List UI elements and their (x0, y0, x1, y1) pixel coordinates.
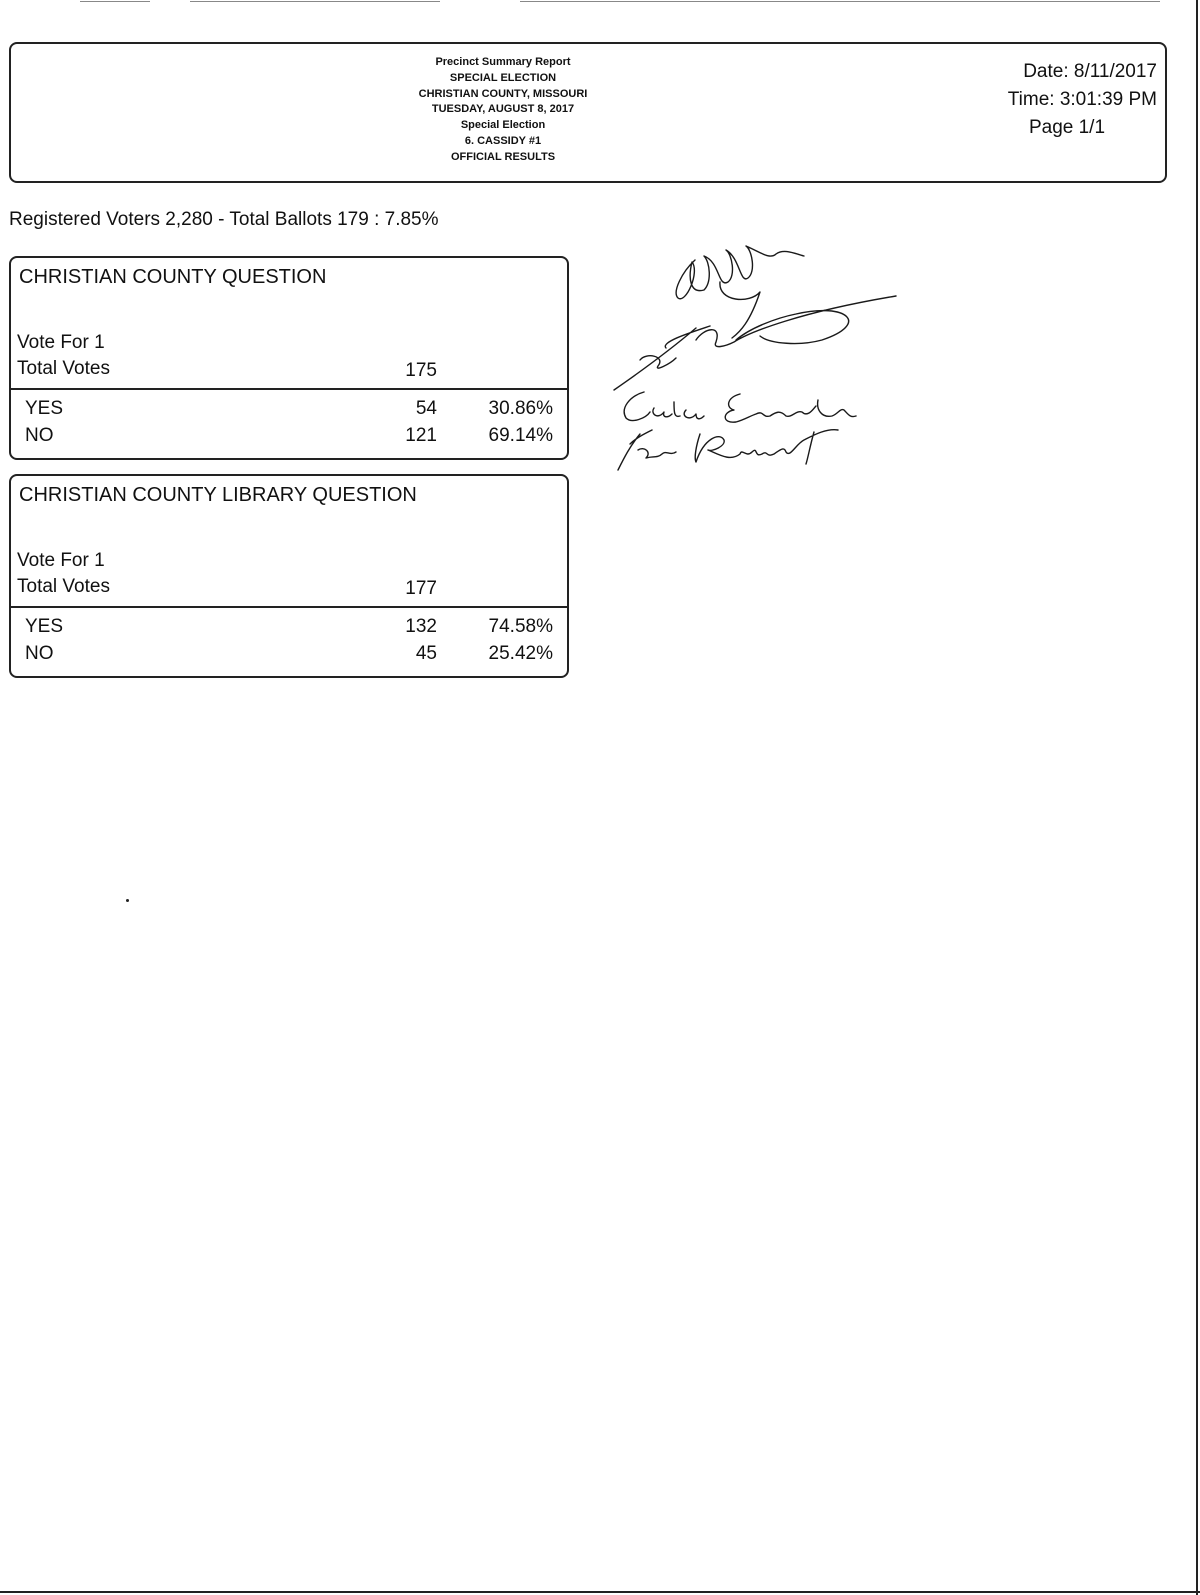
scan-top-edge (0, 0, 1200, 4)
election-type: Special Election (460, 119, 546, 132)
contest-box-county-question (9, 256, 569, 460)
choice-name: YES (25, 616, 64, 637)
report-date: Date: 8/11/2017 (1023, 61, 1157, 82)
choice-votes: 132 (405, 616, 437, 637)
choice-row (11, 643, 567, 670)
choice-name: NO (25, 643, 54, 664)
total-votes-label: Total Votes (17, 576, 110, 597)
scan-speck (126, 899, 129, 902)
header-meta (937, 58, 1157, 142)
choice-votes: 121 (405, 425, 437, 446)
turnout-summary: Registered Voters 2,280 - Total Ballots 179 : 7.85% (9, 209, 439, 230)
choice-percent: 30.86% (488, 398, 553, 419)
header-title-block (393, 55, 613, 166)
report-title: Precinct Summary Report (435, 56, 571, 68)
contest-title: CHRISTIAN COUNTY LIBRARY QUESTION (19, 484, 417, 506)
choice-name: YES (25, 398, 64, 419)
vote-for-label: Vote For 1 (17, 550, 105, 571)
signature-block (600, 232, 910, 492)
scan-right-edge (1196, 0, 1198, 1595)
report-header (9, 42, 1167, 183)
divider (11, 606, 567, 608)
signature-3 (624, 392, 856, 422)
choice-votes: 45 (415, 643, 437, 664)
signature-1 (676, 246, 804, 338)
page-number: Page 1/1 (1028, 117, 1106, 138)
divider (11, 388, 567, 390)
total-votes-value: 177 (405, 578, 437, 599)
choice-percent: 69.14% (488, 425, 553, 446)
choice-percent: 25.42% (488, 643, 553, 664)
choice-row (11, 398, 567, 425)
choice-votes: 54 (415, 398, 437, 419)
results-status: OFFICIAL RESULTS (450, 150, 556, 163)
election-name: SPECIAL ELECTION (449, 71, 557, 84)
choice-percent: 74.58% (488, 616, 553, 637)
contest-box-library-question (9, 474, 569, 678)
precinct-name: 6. CASSIDY #1 (464, 134, 542, 147)
total-votes-label: Total Votes (17, 358, 110, 379)
choice-name: NO (25, 425, 54, 446)
report-time: Time: 3:01:39 PM (1007, 89, 1157, 110)
election-date: TUESDAY, AUGUST 8, 2017 (431, 103, 575, 116)
signature-4 (618, 430, 838, 470)
choice-row (11, 616, 567, 643)
jurisdiction: CHRISTIAN COUNTY, MISSOURI (418, 87, 588, 100)
choice-row (11, 425, 567, 452)
scan-bottom-edge (0, 1591, 1200, 1593)
total-votes-value: 175 (405, 360, 437, 381)
contest-title: CHRISTIAN COUNTY QUESTION (19, 266, 327, 288)
signature-2 (614, 296, 896, 390)
vote-for-label: Vote For 1 (17, 332, 105, 353)
